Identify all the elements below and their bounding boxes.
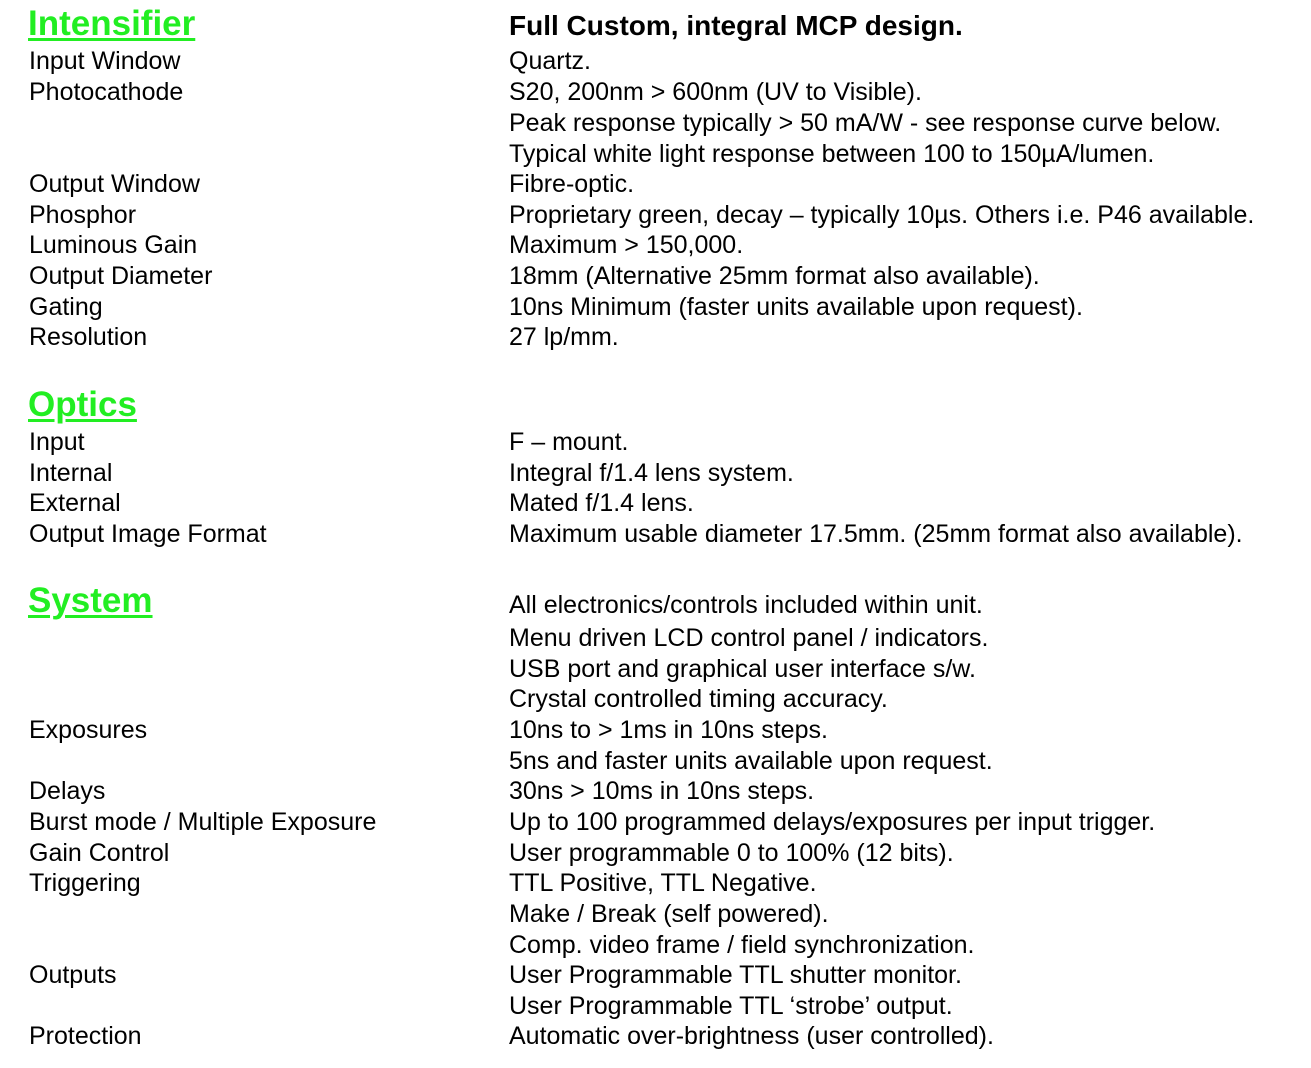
spec-label: Input Window: [29, 47, 181, 75]
spec-value: Quartz.: [509, 47, 591, 75]
spec-value: Integral f/1.4 lens system.: [509, 459, 794, 487]
spec-value: Typical white light response between 100 to 150µA/lumen.: [509, 140, 1155, 168]
spec-label: Gating: [29, 293, 103, 321]
spec-value: All electronics/controls included within unit.: [509, 591, 983, 619]
spec-label: Input: [29, 428, 85, 456]
spec-value: Up to 100 programmed delays/exposures per input trigger.: [509, 808, 1156, 836]
spec-label: Gain Control: [29, 839, 170, 867]
spec-label: External: [29, 489, 121, 517]
section-heading-optics: Optics: [28, 385, 137, 424]
spec-label: Photocathode: [29, 78, 184, 106]
section-heading-system: System: [28, 581, 153, 620]
spec-value: 5ns and faster units available upon request.: [509, 747, 993, 775]
spec-value: User Programmable TTL ‘strobe’ output.: [509, 992, 953, 1020]
spec-value: 18mm (Alternative 25mm format also available).: [509, 262, 1040, 290]
spec-value: Proprietary green, decay – typically 10µs. Others i.e. P46 available.: [509, 201, 1255, 229]
spec-label: Resolution: [29, 323, 148, 351]
spec-value: 27 lp/mm.: [509, 323, 619, 351]
spec-label: Internal: [29, 459, 113, 487]
spec-value: User Programmable TTL shutter monitor.: [509, 961, 962, 989]
spec-label: Output Window: [29, 170, 200, 198]
spec-value: Comp. video frame / field synchronization.: [509, 931, 975, 959]
spec-value: Peak response typically > 50 mA/W - see response curve below.: [509, 109, 1222, 137]
spec-value: 10ns to > 1ms in 10ns steps.: [509, 716, 828, 744]
spec-value: Maximum usable diameter 17.5mm. (25mm format also available).: [509, 520, 1243, 548]
intensifier-subheading: Full Custom, integral MCP design.: [509, 10, 963, 41]
spec-value: Maximum > 150,000.: [509, 231, 744, 259]
spec-value: User programmable 0 to 100% (12 bits).: [509, 839, 954, 867]
spec-label: Output Image Format: [29, 520, 267, 548]
spec-value: Menu driven LCD control panel / indicators.: [509, 624, 989, 652]
spec-label: Exposures: [29, 716, 148, 744]
spec-label: Triggering: [29, 869, 141, 897]
spec-value: F – mount.: [509, 428, 629, 456]
spec-label: Phosphor: [29, 201, 137, 229]
spec-value: Fibre-optic.: [509, 170, 635, 198]
spec-value: TTL Positive, TTL Negative.: [509, 869, 817, 897]
spec-value: Automatic over-brightness (user controlled).: [509, 1022, 994, 1050]
spec-value: Mated f/1.4 lens.: [509, 489, 694, 517]
section-heading-intensifier: Intensifier: [28, 4, 196, 43]
spec-label: Protection: [29, 1022, 142, 1050]
spec-label: Delays: [29, 777, 106, 805]
spec-value: Crystal controlled timing accuracy.: [509, 685, 888, 713]
spec-label: Burst mode / Multiple Exposure: [29, 808, 377, 836]
spec-value: Make / Break (self powered).: [509, 900, 829, 928]
spec-value: S20, 200nm > 600nm (UV to Visible).: [509, 78, 922, 106]
spec-value: 30ns > 10ms in 10ns steps.: [509, 777, 815, 805]
spec-label: Output Diameter: [29, 262, 213, 290]
spec-value: USB port and graphical user interface s/w.: [509, 655, 976, 683]
spec-label: Luminous Gain: [29, 231, 198, 259]
spec-label: Outputs: [29, 961, 117, 989]
spec-value: 10ns Minimum (faster units available upon request).: [509, 293, 1083, 321]
